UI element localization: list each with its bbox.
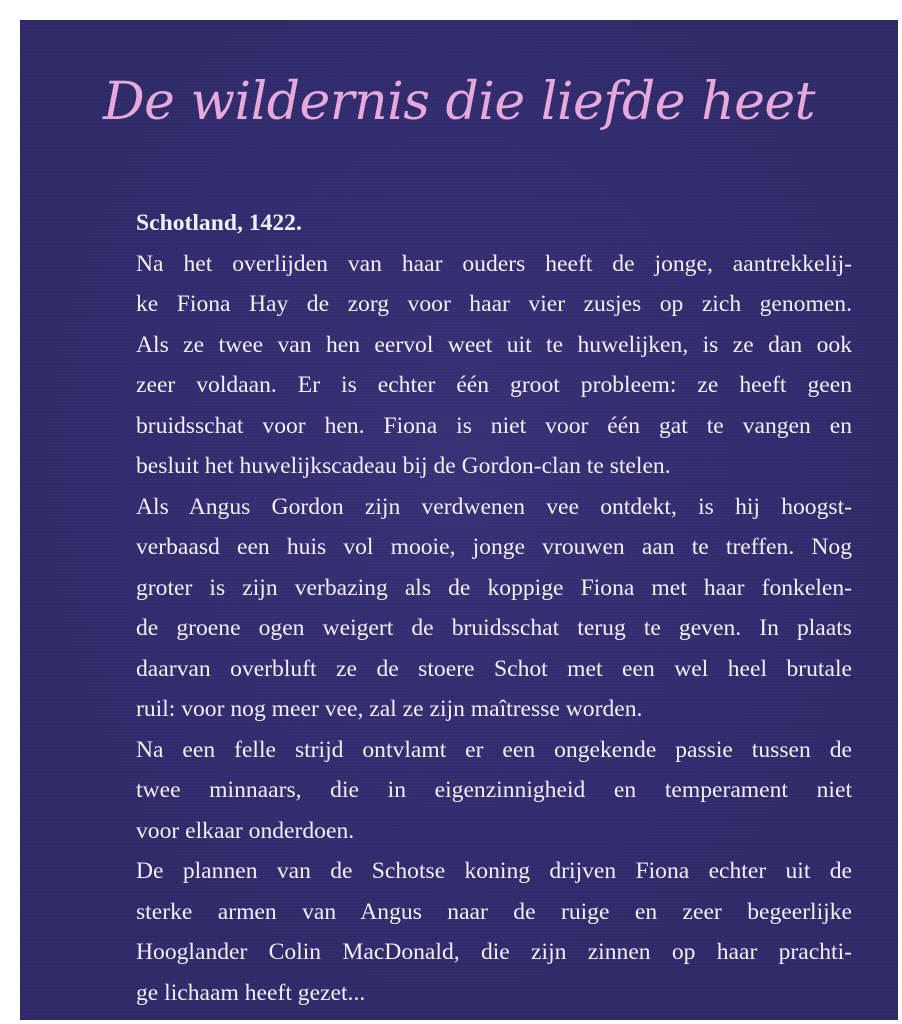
- blurb-line: sterke armen van Angus naar de ruige en zeer begeerlijke: [136, 898, 852, 925]
- blurb-line: de groene ogen weigert de bruidsschat terug te geven. In plaats: [136, 615, 852, 641]
- book-title: De wildernis die liefde heet: [102, 72, 816, 132]
- book-back-cover: [20, 20, 898, 1020]
- blurb-line: De plannen van de Schotse koning drijven Fiona echter uit de: [136, 858, 852, 884]
- blurb-line: verbaasd een huis vol mooie, jonge vrouwen aan te treffen. Nog: [136, 534, 852, 560]
- blurb-line: ke Fiona Hay de zorg voor haar vier zusjes op zich genomen.: [136, 291, 852, 317]
- blurb-line: voor elkaar onderdoen.: [136, 817, 355, 844]
- blurb-line: ruil: voor nog meer vee, zal ze zijn maîtresse worden.: [136, 696, 643, 722]
- blurb-text: [136, 203, 852, 1013]
- blurb-line: bruidsschat voor hen. Fiona is niet voor één gat te vangen en: [136, 412, 852, 439]
- blurb-line: zeer voldaan. Er is echter één groot probleem: ze heeft geen: [136, 372, 852, 398]
- blurb-line: Als ze twee van hen eervol weet uit te huwelijken, is ze dan ook: [136, 331, 852, 358]
- blurb-line: Na een felle strijd ontvlamt er een ongekende passie tussen de: [136, 736, 852, 763]
- setting-heading: Schotland, 1422.: [136, 210, 302, 236]
- blurb-line: Na het overlijden van haar ouders heeft de jonge, aantrekkelij-: [136, 250, 852, 277]
- blurb-line: twee minnaars, die in eigenzinnigheid en temperament niet: [136, 777, 852, 803]
- blurb-line: ge lichaam heeft gezet...: [136, 979, 366, 1006]
- blurb-line: Als Angus Gordon zijn verdwenen vee ontdekt, is hij hoogst-: [136, 493, 852, 520]
- blurb-line: groter is zijn verbazing als de koppige Fiona met haar fonkelen-: [136, 574, 852, 601]
- blurb-line: besluit het huwelijkscadeau bij de Gordon-clan te stelen.: [136, 453, 671, 479]
- blurb-line: Hooglander Colin MacDonald, die zijn zinnen op haar prachti-: [136, 939, 852, 965]
- blurb-line: daarvan overbluft ze de stoere Schot met een wel heel brutale: [136, 655, 852, 682]
